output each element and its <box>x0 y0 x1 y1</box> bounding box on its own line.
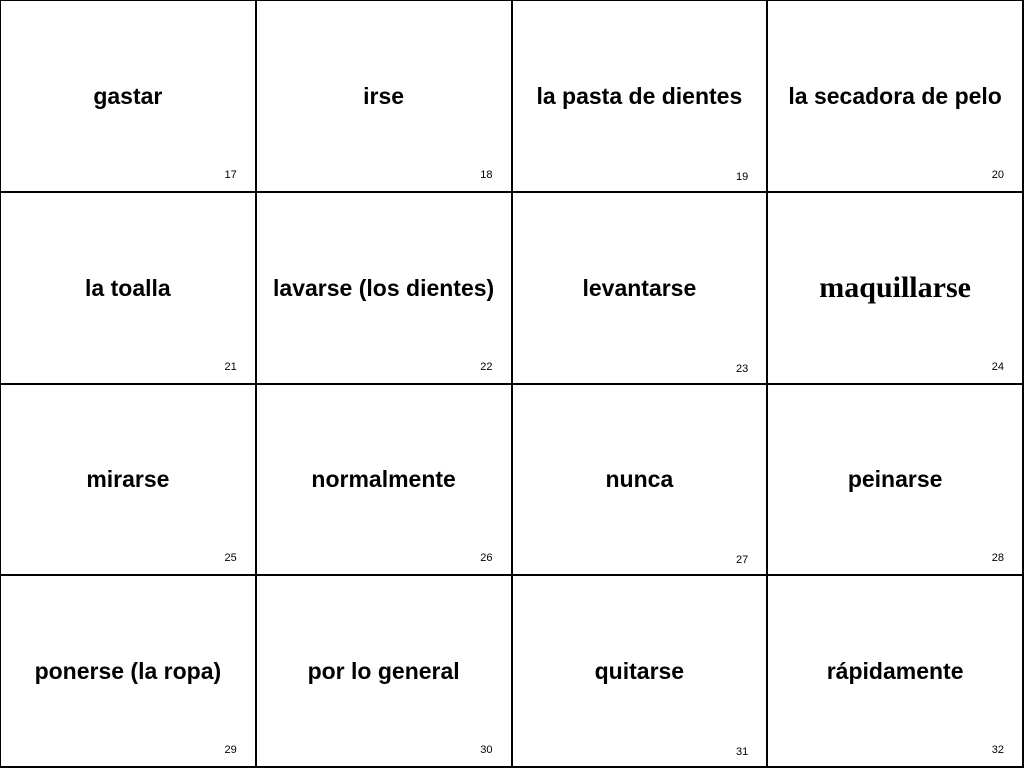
vocab-card <box>768 1 1024 193</box>
card-number: 26 <box>480 552 493 565</box>
vocab-term: normalmente <box>311 466 456 493</box>
vocab-card <box>257 385 513 577</box>
vocab-term: rápidamente <box>826 658 964 685</box>
vocab-term: irse <box>363 82 405 109</box>
vocab-card <box>513 576 769 768</box>
vocab-card <box>513 193 769 385</box>
vocab-card <box>1 1 257 193</box>
card-number: 29 <box>224 744 237 756</box>
vocab-term: la toalla <box>85 274 171 301</box>
vocab-term: nunca <box>605 466 674 493</box>
vocab-card <box>1 193 257 385</box>
card-number: 22 <box>480 360 493 373</box>
vocab-card <box>257 1 513 193</box>
vocab-term: lavarse (los dientes) <box>273 274 495 301</box>
vocab-card <box>257 576 513 768</box>
vocab-term: la secadora de pelo <box>788 82 1002 109</box>
vocab-term: mirarse <box>86 466 170 493</box>
vocab-term: maquillarse <box>819 270 971 304</box>
vocab-card <box>1 576 257 768</box>
card-number: 25 <box>224 552 237 565</box>
card-number: 31 <box>736 746 749 758</box>
card-number: 23 <box>736 362 749 375</box>
vocab-term: la pasta de dientes <box>536 82 743 109</box>
card-number: 21 <box>224 360 237 373</box>
card-number: 28 <box>991 552 1004 565</box>
card-number: 20 <box>991 168 1004 181</box>
vocab-card <box>513 385 769 577</box>
vocab-term: peinarse <box>847 466 943 493</box>
card-number: 32 <box>991 744 1004 756</box>
vocab-card <box>768 193 1024 385</box>
card-number: 24 <box>991 360 1004 373</box>
card-number: 18 <box>480 168 493 181</box>
vocab-term: por lo general <box>307 658 460 685</box>
vocab-card <box>257 193 513 385</box>
vocab-card <box>1 385 257 577</box>
vocab-term: levantarse <box>582 274 697 301</box>
vocab-card <box>768 576 1024 768</box>
card-number: 17 <box>224 168 237 181</box>
card-number: 30 <box>480 744 493 756</box>
card-number: 19 <box>736 170 749 183</box>
card-number: 27 <box>736 554 749 567</box>
vocab-term: quitarse <box>594 658 685 685</box>
vocab-card <box>513 1 769 193</box>
vocab-card <box>768 385 1024 577</box>
vocab-term: gastar <box>93 82 163 109</box>
vocab-term: ponerse (la ropa) <box>34 658 222 685</box>
